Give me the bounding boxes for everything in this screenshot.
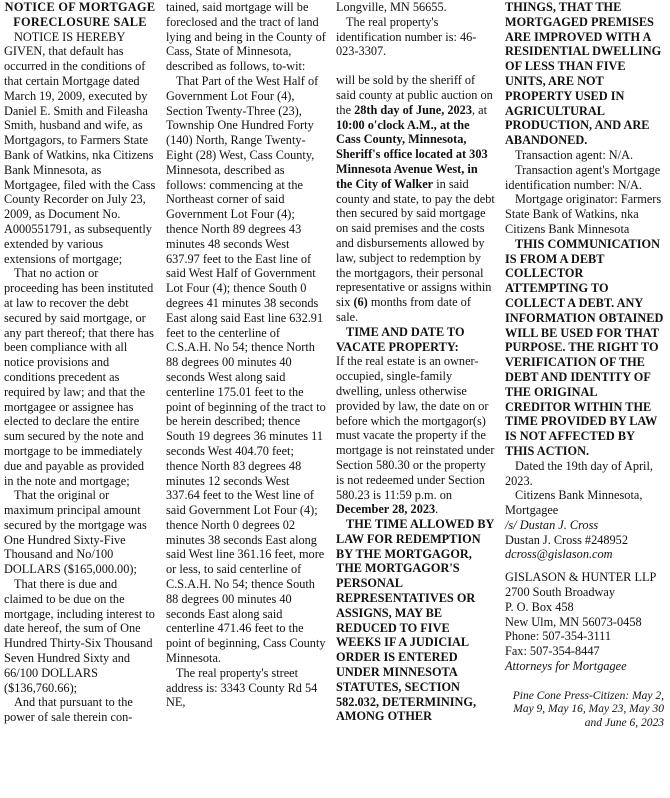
column-4 xyxy=(501,0,670,798)
publication-dates: Pine Cone Press-Citizen: May 2, May 9, May 16, May 23, May 30 and June 6, 2023 xyxy=(512,689,664,730)
paragraph-no-action: That no action or proceeding has been instituted at law to recover the debt secured by said mortgage, or any part thereof; that there has been compliance with all notice provisions and conditions precedent as required by law; and that the mortgagee or assignee has elected to declare the entire sum secured by the note and mortgage to be immediately due and payable as provided in the note and mortgage; xyxy=(4,266,154,488)
paragraph-foreclosure-continued: tained, said mortgage will be foreclosed and the tract of land lying and being in the County of Cass, State of Minnesota, described as follows, to-wit: xyxy=(166,0,326,74)
transaction-agent: Transaction agent: N/A. xyxy=(515,147,634,162)
firm-fax: Fax: 507-354-8447 xyxy=(505,644,600,659)
attorney-name: Dustan J. Cross #248952 xyxy=(505,532,628,547)
paragraph-parcel-id: The real property's identification number is: 46-023-3307. xyxy=(336,14,477,59)
paragraph-principal-amount: That the original or maximum principal amount secured by the mortgage was One Hundred Sixty-Five Thousand and No/100 DOLLARS ($165,000.00); xyxy=(4,488,147,577)
attorney-email: dcross@gislason.com xyxy=(505,547,613,562)
paragraph-amount-due: That there is due and claimed to be due on the mortgage, including interest to date hereof, the sum of One Hundred Thirty-Six Thousand Seven Hundred Sixty and 66/100 DOLLARS ($136,760.66); xyxy=(4,577,155,695)
firm-phone: Phone: 507-354-3111 xyxy=(505,629,611,644)
paragraph-address-continued: Longville, MN 56655. xyxy=(336,0,447,14)
firm-role: Attorneys for Mortgagee xyxy=(505,659,627,674)
column-2 xyxy=(162,0,332,798)
heading-vacate-property: TIME AND DATE TO VACATE PROPERTY: xyxy=(336,324,465,354)
paragraph-vacate-date: If the real estate is an owner-occupied, single-family dwelling, unless otherwise provided by law, the date on or before which the mortgagor(s) must vacate the property if the mortgage is not reinstated under Section 580.30 or the property is not redeemed under Section 580.23 is 11:59 p.m. on December 28, 2023. xyxy=(336,354,495,517)
firm-name: GISLASON & HUNTER LLP xyxy=(505,570,657,585)
paragraph-default-notice: NOTICE IS HEREBY GIVEN, that default has occurred in the conditions of that certain Mortgage dated March 19, 2009, executed by Daniel E. Smith and Fileasha Smith, husband and wife, as Mortgagors, to Farmers State Bank of Watkins, nka Citizens Bank Minnesota, as Mortgagee, filed with the Cass County Recorder on July 23, 2009, as Document No. A000551791, as subsequently extended by various extensions of mortgage; xyxy=(4,29,156,266)
mortgage-originator: Mortgage originator: Farmers State Bank of Watkins, nka Citizens Bank Minnesota xyxy=(505,192,662,236)
debt-collector-notice: THIS COMMUNICATION IS FROM A DEBT COLLECTOR ATTEMPTING TO COLLECT A DEBT. ANY INFORMATION OBTAINED WILL BE USED FOR THAT PURPOSE. THE RIGHT TO VERIFICATION OF THE DEBT AND IDENTITY OF THE ORIGINAL CREDITOR WITHIN THE TIME PROVIDED BY LAW IS NOT AFFECTED BY THIS ACTION. xyxy=(505,236,664,458)
signature: /s/ Dustan J. Cross xyxy=(505,517,599,532)
firm-city: New Ulm, MN 56073-0458 xyxy=(505,614,642,629)
paragraph-legal-description: That Part of the West Half of Government Lot Four (4), Section Twenty-Three (23), Township One Hundred Forty (140) North, Range Twenty-Eight (28) West, Cass County, Minnesota, described as follows: commencing at the Northeast corner of said Government Lot Four (4); thence North 89 degrees 43 minutes 48 seconds West 637.97 feet to the East line of said West Half of Government Lot Four (4); thence South 0 degrees 41 minutes 38 seconds East along said East line 632.91 feet to the centerline of C.S.A.H. No 54; thence North 88 degrees 00 minutes 40 seconds West along said centerline 175.01 feet to the point of beginning of the tract to be herein described; thence South 19 degrees 36 minutes 11 seconds West 404.70 feet; thence North 83 degrees 48 minutes 12 seconds West 337.64 feet to the West line of said Government Lot Four (4); thence North 0 degrees 02 minutes 38 seconds East along said West line 361.16 feet, more or less, to said centerline of C.S.A.H. No 54; thence South 88 degrees 00 minutes 40 seconds East along said centerline 471.46 feet to the point of beginning, Cass County Minnesota. xyxy=(166,73,326,666)
column-1 xyxy=(0,0,162,798)
column-3 xyxy=(332,0,501,798)
paragraph-redemption-notice: THE TIME ALLOWED BY LAW FOR REDEMPTION BY THE MORTGAGOR, THE MORTGAGOR'S PERSONAL REPRESENTATIVES OR ASSIGNS, MAY BE REDUCED TO FIVE WEEKS IF A JUDICIAL ORDER IS ENTERED UNDER MINNESOTA STATUTES, SECTION 582.032, DETERMINING, AMONG OTHER xyxy=(336,517,494,724)
transaction-agent-id: Transaction agent's Mortgage identification number: N/A. xyxy=(505,162,661,192)
paragraph-power-of-sale: And that pursuant to the power of sale therein con- xyxy=(4,695,133,725)
dated-line: Dated the 19th day of April, 2023. xyxy=(505,458,653,488)
paragraph-abandoned-notice: THINGS, THAT THE MORTGAGED PREMISES ARE IMPROVED WITH A RESIDENTIAL DWELLING OF LESS THAN FIVE UNITS, ARE NOT PROPERTY USED IN AGRICULTURAL PRODUCTION, AND ARE ABANDONED. xyxy=(505,0,662,148)
notice-title: NOTICE OF MORTGAGE FORECLOSURE SALE xyxy=(4,0,156,29)
paragraph-street-address: The real property's street address is: 3343 County Rd 54 NE, xyxy=(166,665,318,710)
firm-address-block xyxy=(505,570,664,674)
mortgagee-name: Citizens Bank Minnesota, Mortgagee xyxy=(505,488,643,518)
paragraph-sale-details: will be sold by the sheriff of said county at public auction on the 28th day of June, 2023, at 10:00 o'clock A.M., at the Cass County, Minnesota, Sheriff's office located at 303 Minnesota Avenue West, in the City of Walker in said county and state, to pay the debt then secured by said mortgage on said premises and the costs and disbursements allowed by law, subject to redemption by the mortgagors, their personal representative or assigns within six (6) months from date of sale. xyxy=(336,73,495,324)
firm-street: 2700 South Broadway xyxy=(505,585,615,600)
firm-po-box: P. O. Box 458 xyxy=(505,599,574,614)
